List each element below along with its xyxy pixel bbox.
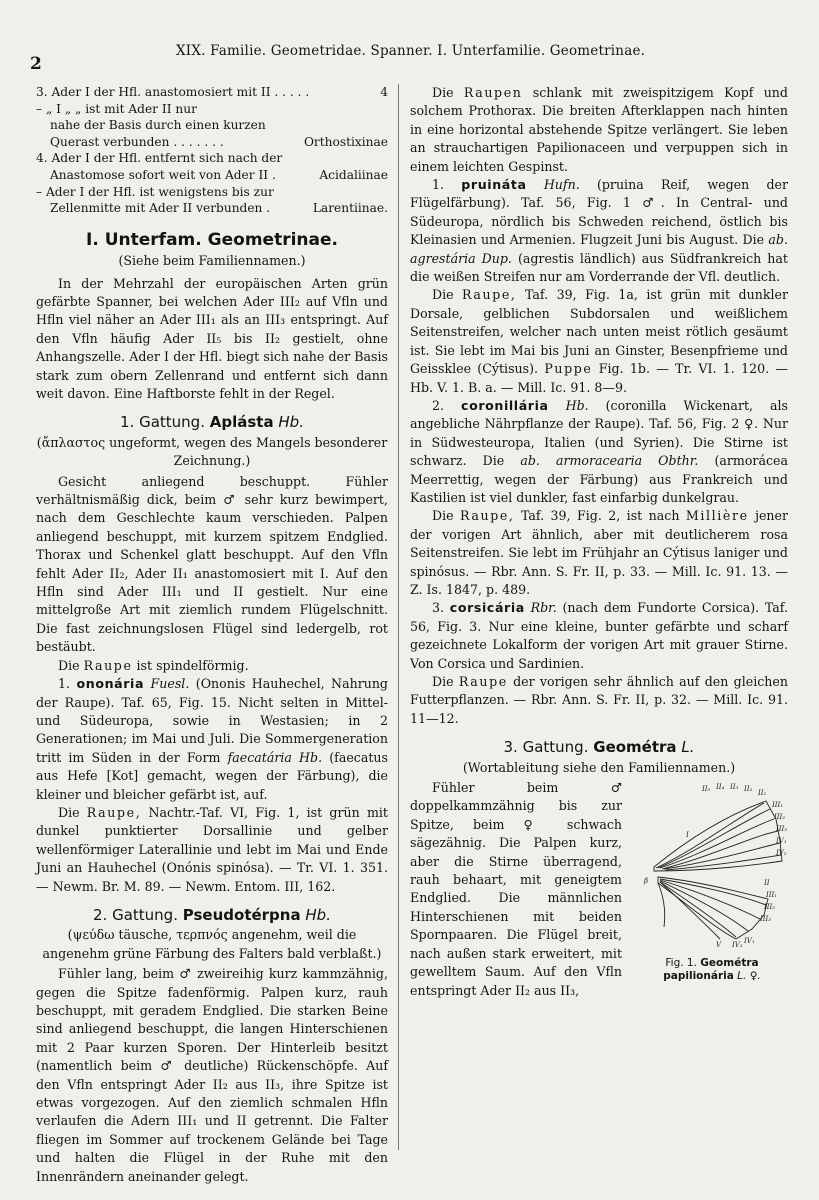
vein-label: IV₁ [776,837,787,846]
forewing-vein [656,803,764,868]
running-title: XIX. Familie. Geometridae. Spanner. I. Unterfamilie. Geometrinae. [176,43,646,59]
genus-description: Fühler beim ♂ doppelkammzähnig bis zur Spitze, beim ♀ schwach sägezähnig. Die Palpen kurz, aber die Stirne überragend, rauh behaart, mit geneigtem Endglied. Die männlichen Hinterschienen mit beiden Spornpaaren. Die Flügel breit, nach außen stark erweitert, mit gewelltem Saum. Auf den Vfln entspringt Ader II₂ aus II₃, [410,780,622,998]
vein-label: V [716,941,722,950]
larva-note: Die Raupe ist spindelförmig. [58,657,249,673]
vein-label: II₁ [758,789,767,798]
genus-description: Gesicht anliegend beschuppt. Fühler verhältnismäßig dick, beim ♂ sehr kurz bewimpert, nach dem Geschlechte kaum verschieden. Palpen anliegend beschuppt, mit kurzem spitzem Endglied. Thorax und Schenkel glatt beschuppt. Auf den Vfln fehlt Ader II₂, Ader II₁ anastomosiert mit I. Auf den Hfln sind Ader III₁ und II gestielt. Nur eine mittelgroße Art mit ziemlich rundem Flügelschnitt. Die fast zeichnungslosen Flügel sind ledergelb, rot bestäubt. [36,473,388,655]
hindwing-vein [660,879,766,905]
vein-label: III₃ [760,915,772,924]
vein-label: III₂ [774,813,786,822]
hindwing-vein [660,882,736,937]
page-header [30,42,790,74]
larva-note: Die Raupe der vorigen sehr ähnlich auf den gleichen Futterpflanzen. — Rbr. Ann. S. Fr. II, p. 32. — Mill. Ic. 91. 11—12. [410,674,788,726]
vein-label: IV₁ [744,937,755,946]
subfamily-heading: I. Unterfam. Geometrinae. [86,229,338,250]
vein-label: III₁ [772,801,784,810]
subfamily-subtitle: (Siehe beim Familiennamen.) [118,253,306,269]
hindwing-vein [658,883,665,927]
left-column [36,84,388,1186]
vein-label: II₄ [716,783,725,792]
genus-figure-block [410,779,788,998]
species-entry: 1. ononária Fuesl. (Ononis Hauhechel, Nahrung der Raupe). Taf. 65, Fig. 15. Nicht selten in Mittel- und Südeuropa, sowie in Westasien; in 2 Generationen; im Mai und Juli. Die Sommergeneration tritt im Süden in der Form faecatária Hb. (faecatus aus Hefe [Kot] gemacht, wegen der Färbung), die kleiner und bleicher gefärbt ist, auf. [36,676,388,802]
key-row: – Ader I der Hfl. ist wenigstens bis zur [36,184,274,199]
vein-label: II₅ [702,785,711,794]
species-entry: 3. corsicária Rbr. (nach dem Fundorte Corsica). Taf. 56, Fig. 3. Nur eine kleine, bunter gefärbte und scharf gezeichnete Lokalform der vorigen Art mit grauer Stirne. Von Corsica und Sardinien. [410,600,788,671]
species-entry: 1. pruináta Hufn. (pruina Reif, wegen der Flügelfärbung). Taf. 56, Fig. 1 ♂. In Central- und Südeuropa, nördlich bis Schweden reichend, östlich bis Kleinasien und Armenien. Flugzeit Juni bis August. Die ab. agrestária Dup. (agrestis ländlich) aus Südfrankreich hat die weißen Streifen nur am Vorderrande der Vfl. deutlich. [410,177,788,285]
figure-caption: Fig. 1. Geométra papilionária L. ♀. [663,957,761,983]
determination-key [36,84,388,217]
forewing-vein [662,831,778,869]
larva-note: Die Raupen schlank mit zweispitzigem Kopf und solchem Prothorax. Die breiten Afterklappen nach hinten in eine horizontal abstehende Spitze verlängert. Sie leben an strauchartigen Papilionaceen und verpuppen sich in einem leichten Gespinst. [410,85,788,174]
genus-etymology: (ἄπλαστος ungeformt, wegen des Mangels besonderer Zeichnung.) [36,434,388,469]
genus-description-wrap [410,779,622,1000]
genus-description: Fühler lang, beim ♂ zweireihig kurz kammzähnig, gegen die Spitze fadenförmig. Palpen kurz, rauh beschuppt, mit geradem Endglied. Die starken Beine sind anliegend beschuppt, die langen Hinterschienen mit 2 Paar kurzen Sporen. Der Hinterleib besitzt (namentlich beim ♂ deutliche) Rückenschöpfe. Auf den Vfln entspringt Ader II₂ aus II₃, ihre Spitze ist etwas vorgezogen. Auf den ziemlich schmalen Hfln verlaufen die Adern III₁ und II getrennt. Die Falter fliegen im Sommer auf trockenem Gelände bei Tage und halten die Flügel in der Ruhe mit den Innenrändern aneinander gelegt. [36,966,388,1184]
vein-label: β [644,877,649,886]
key-row: 4. Ader I der Hfl. entfernt sich nach der [36,151,283,166]
genus-heading: 2. Gattung. Pseudotérpna Hb. [93,905,331,924]
vein-label: I [686,831,689,840]
genus-heading: 3. Gattung. Geométra L. [503,738,695,757]
vein-label: III₂ [764,903,776,912]
vein-label: III₁ [766,891,778,900]
subfamily-text: In der Mehrzahl der europäischen Arten grün gefärbte Spanner, bei welchen Ader III₂ auf Vfln und Hfln viel näher an Ader III₁ als an III₃ entspringt. Auf den Vfln häufig Ader II₅ bis II₂ gestielt, ohne Anhangszelle. Ader I der Hfl. biegt sich nahe der Basis stark zum obern Zellenrand und entfernt sich dann weit davon. Eine Haftborste fehlt in der Regel. [36,275,388,401]
wing-venation-figure [636,779,788,955]
vein-label: III₃ [776,825,788,834]
forewing-vein [660,819,774,868]
genus-etymology: (ψεύδω täusche, τερπνός angenehm, weil die angenehm grüne Färbung des Falters bald verblaßt.) [42,927,382,961]
species-entry: 2. coronillária Hb. (coronilla Wickenart, als angebliche Nährpflanze der Raupe). Taf. 56, Fig. 2 ♀. Nur in Südwesteuropa, Italien (und Syrien). Die Stirne ist schwarz. Die ab. armoracearia Obthr. (armorácea Meerrettig, wegen der Färbung) aus Frankreich und Kastilien ist viel dunkler, fast einfarbig dunkelgrau. [410,397,788,505]
key-row: nahe der Basis durch einen kurzen [50,118,266,133]
genus-etymology: (Wortableitung siehe den Familiennamen.) [462,759,736,775]
vein-label: IV₂ [776,849,787,858]
page-number: 2 [30,54,42,74]
vein-label: IV₂ [732,941,743,950]
key-row: – „ I „ „ ist mit Ader II nur [36,101,197,116]
vein-label: II [764,879,770,888]
key-row: 3. Ader I der Hfl. anastomosiert mit II . . . . . 4 [36,85,388,99]
key-row: Querast verbunden . . . . . . . Orthostixinae [50,134,388,149]
hindwing-vein [660,882,720,939]
column-divider [398,84,399,1150]
key-row: Anastomose sofort weit von Ader II . Acidaliinae [50,167,388,182]
larva-note: Die Raupe, Taf. 39, Fig. 2, ist nach Millière jener der vorigen Art ähnlich, aber mit deutlicherem rosa Seitenstreifen. Sie lebt im Frühjahr an Cýtisus laniger und spinósus. — Rbr. Ann. S. Fr. II, p. 33. — Mill. Ic. 91. 13. — Z. Is. 1847, p. 489. [410,508,789,597]
larva-note: Die Raupe, Nachtr.-Taf. VI, Fig. 1, ist grün mit dunkel punktierter Dorsallinie und gelber wellenförmiger Laterallinie und lebt im Mai und Ende Juni an Hauhechel (Onónis spinósa). — Tr. VI. 1. 351. — Newm. Br. M. 89. — Newm. Entom. III, 162. [36,804,388,894]
genus-heading: 1. Gattung. Aplásta Hb. [120,413,304,432]
vein-label: II₂ [744,785,753,794]
forewing-vein [664,843,780,869]
larva-note: Die Raupe, Taf. 39, Fig. 1a, ist grün mit dunkler Dorsale, gelblichen Subdorsalen und weißlichem Seitenstreifen, welcher nach unten meist rötlich gesäumt ist. Sie lebt im Mai bis Juni an Ginster, Besenpfrieme und Geissklee (Cýtisus). Puppe Fig. 1b. — Tr. VI. 1. 120. — Hb. V. 1. B. a. — Mill. Ic. 91. 8—9. [410,287,788,395]
right-column [410,84,789,998]
key-row: Zellenmitte mit Ader II verbunden . Larentiinae. [50,201,388,216]
vein-label: II₃ [730,783,739,792]
